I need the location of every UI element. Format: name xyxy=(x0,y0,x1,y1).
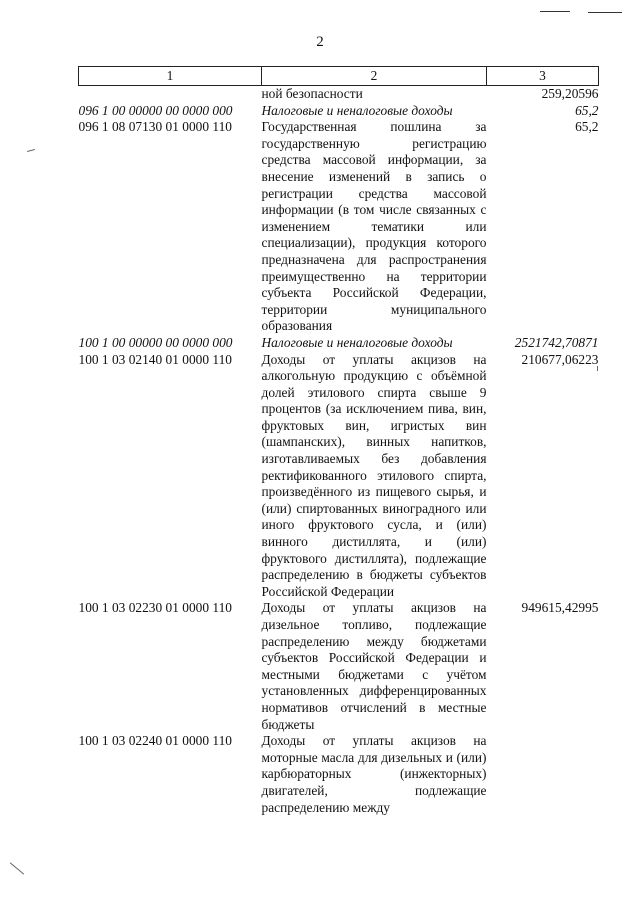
scan-tick xyxy=(10,862,24,874)
column-header-amount: 3 xyxy=(487,67,599,86)
scan-tick xyxy=(27,149,35,152)
scan-tick xyxy=(597,366,598,371)
row-amount: 949615,42995 xyxy=(521,600,599,616)
row-code: 100 1 03 02140 01 0000 110 xyxy=(78,351,232,367)
row-amount: 210677,06223 xyxy=(521,351,599,367)
column-header-name: 2 xyxy=(262,67,487,86)
column-header-code: 1 xyxy=(79,67,262,86)
scan-mark xyxy=(588,12,622,13)
row-code: 096 1 08 07130 01 0000 110 xyxy=(78,119,232,135)
row-name: Налоговые и неналоговые доходы xyxy=(261,102,453,118)
row-name: Доходы от уплаты акцизов на моторные масла для дизельных и (или) карбюраторных (инжекторных) двигателей, подлежащие распределению между xyxy=(261,733,487,815)
row-name: Доходы от уплаты акцизов на алкогольную продукцию с объёмной долей этилового спирта свыше 9 процентов (за исключением пива, вин, фруктовых вин, игристых вин (шампанских), винных напитков, изготавливаемых без добавления ректификованного этилового спирта, произведённого из пищевого сырья, и (или) спиртованных виноградного или иного фруктового сусла, и (или) винного дистиллята, и (или) фруктового дистиллята), подлежащие распределению в бюджеты субъектов Российской Федерации xyxy=(261,351,487,599)
row-code: 100 1 03 02230 01 0000 110 xyxy=(78,600,232,616)
table-row xyxy=(79,119,599,335)
row-amount: 65,2 xyxy=(575,119,599,135)
page-number: 2 xyxy=(316,34,324,50)
revenue-table xyxy=(78,66,599,816)
table-row xyxy=(79,600,599,733)
row-amount: 65,2 xyxy=(575,102,599,118)
table-row xyxy=(79,352,599,601)
row-code: 096 1 00 00000 00 0000 000 xyxy=(78,102,233,118)
table-row xyxy=(79,335,599,352)
scan-mark xyxy=(540,11,570,12)
row-code xyxy=(79,86,262,103)
row-amount: 259,20596 xyxy=(541,86,599,101)
row-code: 100 1 03 02240 01 0000 110 xyxy=(78,733,232,749)
row-name: Налоговые и неналоговые доходы xyxy=(261,334,453,350)
row-name: Государственная пошлина за государственную регистрацию средства массовой информации, за внесение изменений в запись о регистрации средства массовой информации (в том числе связанных с изменением тематики или специализации), продукция которого предназначена для распространения преимущественно на территории субъекта Российской Федерации, территории муниципального образования xyxy=(261,119,487,334)
row-amount: 2521742,70871 xyxy=(514,334,599,350)
table-row xyxy=(79,103,599,120)
row-code: 100 1 00 00000 00 0000 000 xyxy=(78,334,233,350)
row-amount xyxy=(487,733,599,816)
row-name: ной безопасности xyxy=(261,86,363,101)
table-row xyxy=(79,733,599,816)
row-name: Доходы от уплаты акцизов на дизельное топливо, подлежащие распределению между бюджетами субъектов Российской Федерации и местными бюджетами с учётом установленных дифференцированных нормативов отчислений в местные бюджеты xyxy=(261,600,487,732)
table-row xyxy=(79,86,599,103)
table-header-row xyxy=(79,67,599,86)
